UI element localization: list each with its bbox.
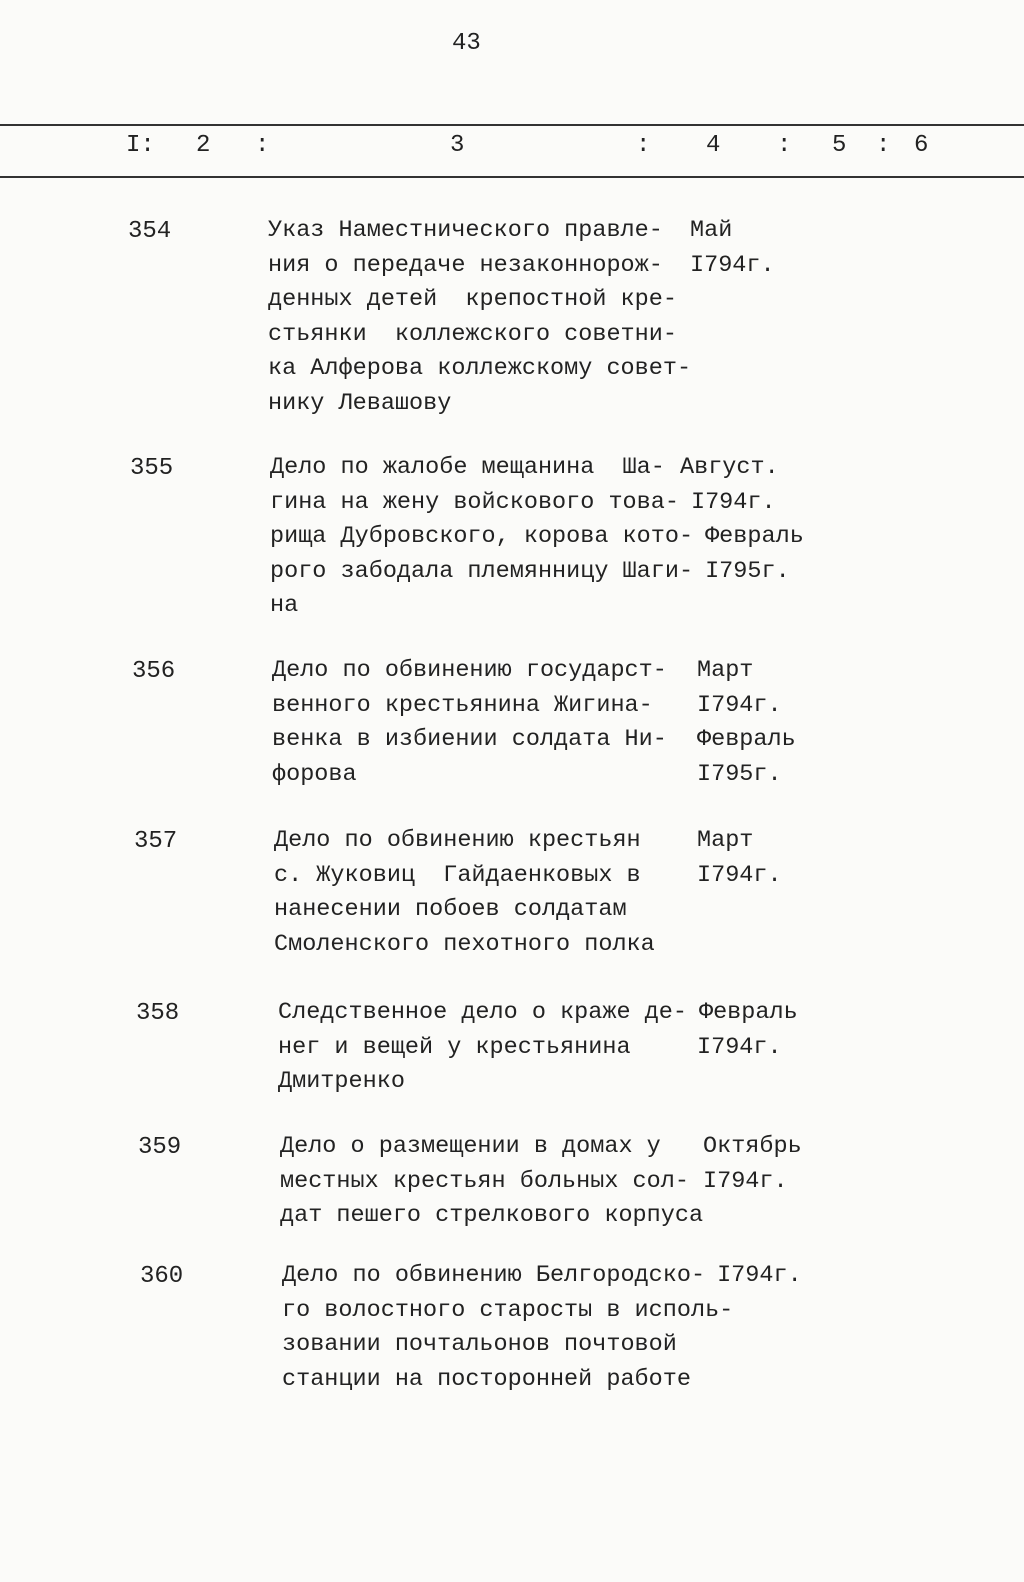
entry-number: 360 [140,1263,184,1290]
date-line: Февраль [698,999,798,1026]
description-line: венка в избиении солдата Ни- [272,726,667,753]
date-line: I794г. [690,488,776,516]
description-line: Дело о размещении в домах у [280,1133,661,1160]
date-line: Март [697,827,754,854]
description-line: ния о передаче незаконнорож- [268,251,663,279]
description-line: гина на жену войскового това- [270,488,679,516]
description-line: форова [272,760,357,788]
description-line: с. Жуковиц Гайдаенковых в [274,861,641,889]
header-bottom-rule [0,176,1024,178]
column-header-cell: : [876,132,891,159]
description-line: Дело по обвинению крестьян [274,827,641,854]
description-line: Дмитренко [278,1068,405,1095]
date-line: I794г. [717,1262,802,1289]
date-line: Март [697,657,754,684]
description-line: Дело по обвинению государст- [272,657,667,684]
description-line: местных крестьян больных сол- [280,1167,689,1195]
description-line: ка Алферова коллежскому совет- [268,355,692,382]
entry-number: 357 [134,828,178,855]
description-line: зовании почтальонов почтовой [282,1331,677,1358]
entry-number: 359 [138,1134,182,1161]
date-line: I794г. [697,861,782,889]
column-header-cell: 4 [706,132,721,159]
column-header-cell: 6 [914,132,929,159]
entry-number: 355 [130,455,174,482]
date-line: I794г. [697,691,782,719]
date-line: I795г. [697,760,782,788]
description-line: денных детей крепостной кре- [268,286,677,313]
column-header-cell: : [255,132,270,159]
date-line: Октябрь [703,1133,802,1160]
date-line: Февраль [705,523,804,550]
entry-number: 354 [128,218,172,245]
description-line: станции на посторонней работе [282,1365,691,1393]
entry-number: 356 [132,658,176,685]
description-line: Смоленского пехотного полка [274,930,655,958]
date-line: I794г. [690,251,775,279]
description-line: Следственное дело о краже де- [278,999,687,1026]
column-header-cell: : [777,132,792,159]
header-top-rule [0,124,1024,126]
description-line: на [270,592,299,619]
column-header-cell: 5 [832,132,847,159]
description-line: Указ Наместнического правле- [268,217,663,244]
description-line: дат пешего стрелкового корпуса [280,1202,704,1229]
date-line: Февраль [697,726,796,753]
column-header-cell: 2 [196,132,211,159]
description-line: нанесении побоев солдатам [274,896,627,923]
description-line: нег и вещей у крестьянина [278,1033,631,1061]
date-line: I794г. [703,1167,788,1195]
column-header-cell: 3 [450,132,465,159]
entry-number: 358 [136,1000,180,1027]
date-line: I794г. [697,1033,782,1061]
description-line: рища Дубровского, корова кото- [270,523,694,550]
description-line: Дело по жалобе мещанина Ша- [270,454,665,481]
page-number: 43 [452,30,481,57]
description-line: венного крестьянина Жигина- [272,691,653,719]
description-line: нику Левашову [268,389,452,417]
date-line: Май [690,217,733,244]
column-header-cell: I: [126,132,155,159]
description-line: стьянки коллежского советни- [268,320,677,348]
description-line: го волостного старосты в исполь- [282,1296,734,1324]
description-line: рого забодала племянницу Шаги- [270,557,694,585]
date-line: Август. [680,454,779,481]
date-line: I795г. [705,557,790,585]
column-header-cell: : [636,132,651,159]
description-line: Дело по обвинению Белгородско- [282,1262,706,1289]
